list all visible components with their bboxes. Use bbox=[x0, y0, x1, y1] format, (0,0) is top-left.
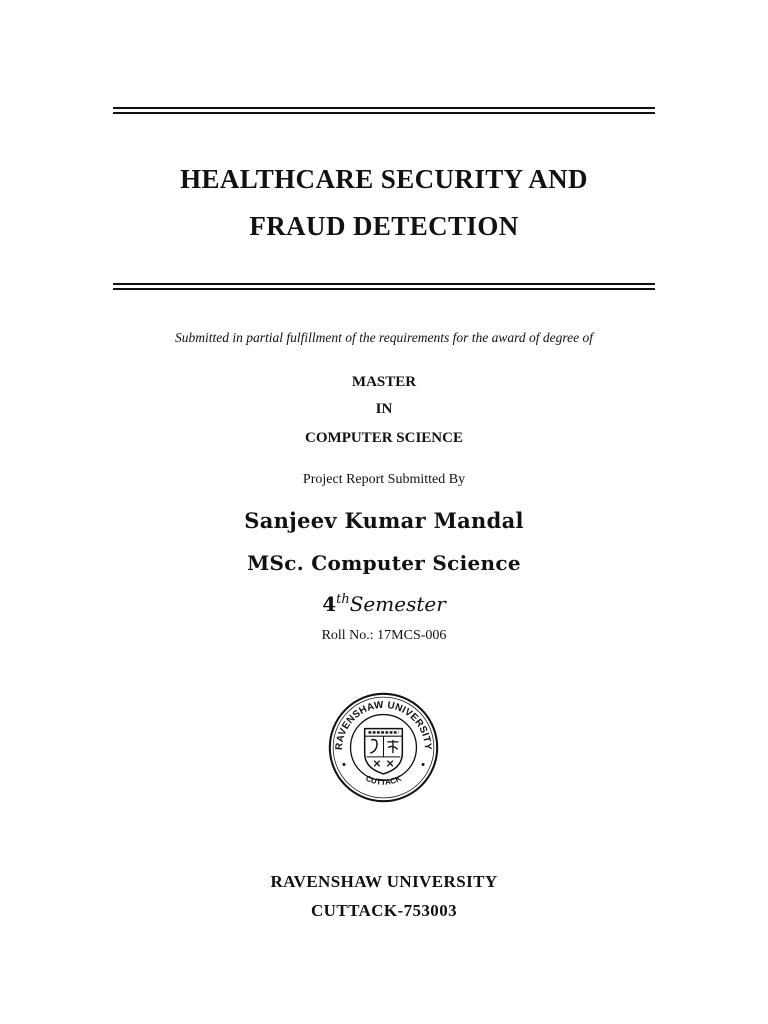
institution-name: RAVENSHAW UNIVERSITY bbox=[270, 872, 498, 891]
submission-statement: Submitted in partial fulfillment of the requirements for the award of degree of bbox=[175, 330, 593, 345]
seal-bottom-text: CUTTACK bbox=[364, 773, 403, 787]
degree-line-in: IN bbox=[375, 401, 393, 417]
institution-city: CUTTACK-753003 bbox=[310, 901, 457, 920]
author-semester bbox=[0, 592, 768, 616]
author-name: Sanjeev Kumar Mandal bbox=[244, 508, 524, 533]
submitted-by-label: Project Report Submitted By bbox=[302, 472, 466, 487]
degree-line-master: MASTER bbox=[351, 374, 417, 390]
seal-top-text: RAVENSHAW UNIVERSITY bbox=[333, 699, 434, 751]
degree-line-subject: COMPUTER SCIENCE bbox=[305, 430, 463, 446]
bottom-double-rule bbox=[113, 283, 655, 290]
semester-word: Semester bbox=[349, 592, 446, 616]
report-title-line-1: HEALTHCARE SECURITY AND bbox=[180, 164, 588, 194]
author-program: MSc. Computer Science bbox=[247, 551, 521, 575]
university-seal-icon bbox=[327, 691, 440, 804]
semester-suffix: th bbox=[336, 592, 350, 607]
svg-text:CUTTACK bbox=[364, 774, 403, 787]
top-double-rule bbox=[113, 107, 655, 114]
report-title-line-2: FRAUD DETECTION bbox=[249, 211, 519, 241]
roll-number: Roll No.: 17MCS-006 bbox=[321, 628, 447, 643]
semester-number: 4 bbox=[322, 592, 337, 616]
